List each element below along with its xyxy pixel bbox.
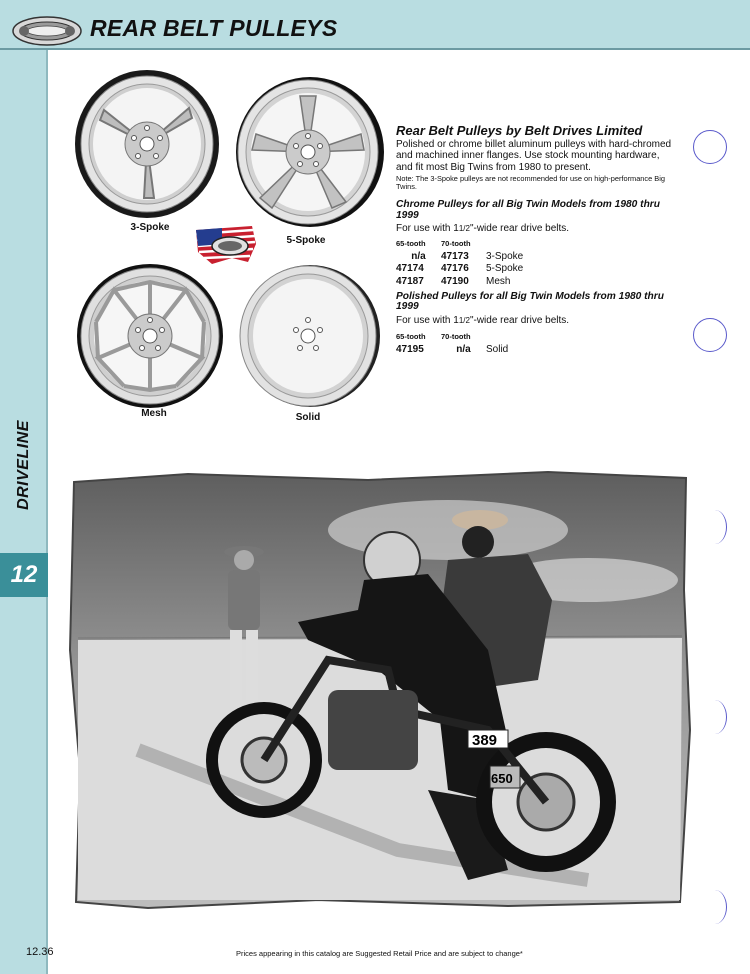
pulley-mesh-image <box>74 262 226 410</box>
table-row: n/a 47173 3-Spoke <box>411 250 524 262</box>
product-note: Note: The 3-Spoke pulleys are not recommended for use on high-performance Big Twins. <box>396 173 665 192</box>
column-header: 65-tooth <box>396 332 426 342</box>
pulley-3-spoke-image <box>72 68 222 220</box>
section-label: DRIVELINE <box>15 420 32 510</box>
pulley-label-3-spoke: 3-Spoke <box>130 222 170 233</box>
table-row: 47174 47176 5-Spoke <box>396 263 524 275</box>
column-header: 65-tooth <box>396 238 426 248</box>
product-info <box>396 124 676 356</box>
binder-hole-edge-icon <box>703 890 727 924</box>
polished-parts-table <box>396 331 508 356</box>
pulley-label-5-spoke: 5-Spoke <box>286 235 326 246</box>
page-title: REAR BELT PULLEYS <box>90 15 338 41</box>
pulley-label-mesh: Mesh <box>141 408 167 419</box>
price-disclaimer: Prices appearing in this catalog are Suggested Retail Price and are subject to change* <box>236 949 523 958</box>
chapter-tab[interactable]: 12 <box>0 553 48 597</box>
chrome-belt-width: For use with 11/2"-wide rear drive belts. <box>396 223 570 235</box>
pulley-label-solid: Solid <box>295 412 321 423</box>
table-row: 47187 47190 Mesh <box>396 275 511 287</box>
column-header: 70-tooth <box>441 332 471 342</box>
race-number: 389 <box>472 732 498 749</box>
table-row: 47195 n/a Solid <box>396 344 509 356</box>
pulley-solid-image <box>234 262 382 410</box>
column-header: 70-tooth <box>441 238 471 248</box>
binder-hole-edge-icon <box>703 510 727 544</box>
secondary-race-number: 650 <box>491 771 513 786</box>
binder-hole-edge-icon <box>703 700 727 734</box>
product-title: Rear Belt Pulleys by Belt Drives Limited <box>396 123 643 138</box>
salt-flats-motorcycle-photo <box>68 470 692 910</box>
chrome-heading: Chrome Pulleys for all Big Twin Models from 1980 thru 1999 <box>396 199 660 221</box>
binder-hole-icon <box>693 130 727 164</box>
belt-pulley-logo-icon <box>10 14 84 48</box>
polished-heading: Polished Pulleys for all Big Twin Models from 1980 thru 1999 <box>396 290 664 313</box>
polished-belt-width: For use with 11/2"-wide rear drive belts. <box>396 314 570 326</box>
pulley-5-spoke-image <box>230 74 386 230</box>
binder-hole-icon <box>693 318 727 352</box>
page-number: 12.36 <box>26 946 54 958</box>
page-header <box>0 0 750 50</box>
chrome-parts-table <box>396 238 523 288</box>
product-description: Polished or chrome billet aluminum pulleys with hard-chromed and machined inner flanges. Use stock mounting hardware, and fit most Big Twins from 1980 to present. <box>396 139 672 173</box>
